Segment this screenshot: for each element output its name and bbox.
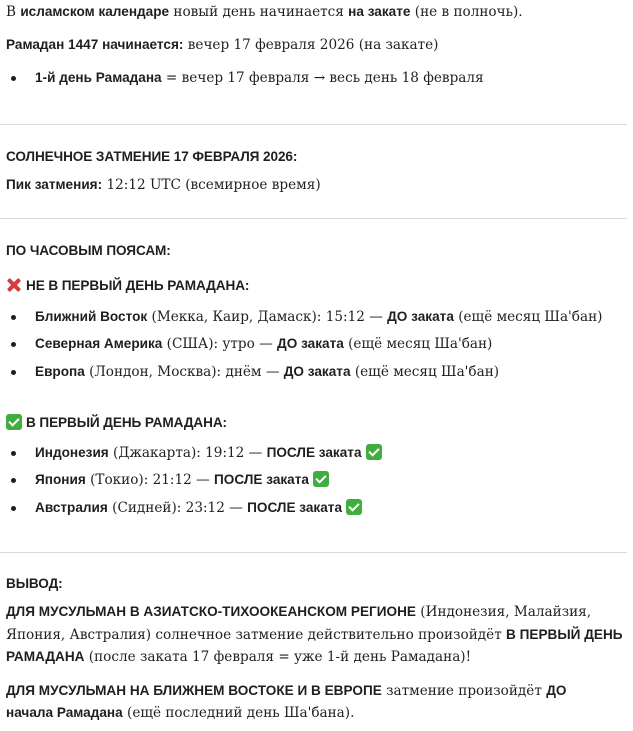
check-mark-icon [313, 471, 329, 487]
check-mark-icon [6, 414, 22, 430]
divider [0, 124, 627, 125]
bullet-icon [11, 315, 16, 320]
zones-title: ПО ЧАСОВЫМ ПОЯСАМ: [6, 243, 171, 258]
bullet-icon [11, 506, 16, 511]
divider [0, 552, 627, 553]
bullet-icon [11, 342, 16, 347]
eclipse-peak: Пик затмения: 12:12 UTC (всемирное время) [6, 177, 321, 193]
bullet-icon [11, 370, 16, 375]
conclusion-title: ВЫВОД: [6, 576, 63, 591]
bullet-icon [11, 451, 16, 456]
check-mark-icon [366, 444, 382, 460]
bullet-icon [11, 478, 16, 483]
bullet-icon [11, 76, 16, 81]
ramadan-start-line: Рамадан 1447 начинается: вечер 17 февраля 2026 (на закате) [6, 37, 439, 53]
check-mark-icon [346, 499, 362, 515]
divider [0, 218, 627, 219]
intro-line-1: В исламском календаре новый день начинается на закате (не в полночь). [6, 4, 523, 20]
first-day-heading: В ПЕРВЫЙ ДЕНЬ РАМАДАНА: [6, 412, 227, 434]
cross-mark-icon [6, 277, 22, 293]
eclipse-title: СОЛНЕЧНОЕ ЗАТМЕНИЕ 17 ФЕВРАЛЯ 2026: [6, 149, 298, 164]
not-first-day-heading: НЕ В ПЕРВЫЙ ДЕНЬ РАМАДАНА: [6, 275, 249, 297]
